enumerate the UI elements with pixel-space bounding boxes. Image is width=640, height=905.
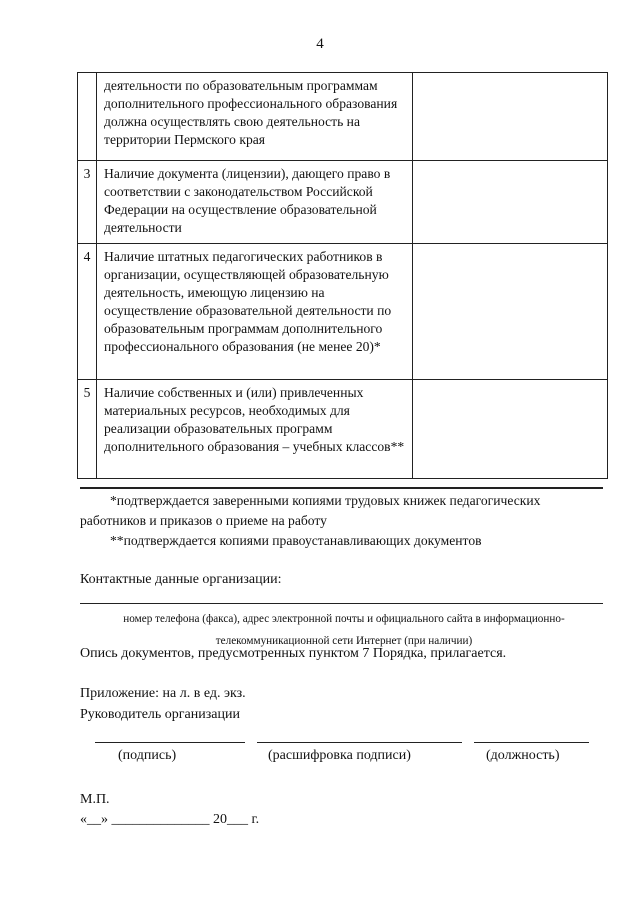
decoding-label: (расшифровка подписи)	[268, 748, 411, 763]
signature-line	[95, 742, 245, 743]
row-number	[78, 73, 97, 161]
contacts-hint: номер телефона (факса), адрес электронной почты и официального сайта в информационно-телекоммуникационной сети Интернет (при наличии)	[123, 613, 565, 647]
table-row	[78, 161, 608, 244]
row-text: Наличие штатных педагогических работников в организации, осуществляющей образовательную деятельность, имеющую лицензию на осуществление образовательной деятельности по образовательным программам дополнительного профессионального образования (не менее 20)*	[97, 244, 413, 380]
date-line: «__» ______________ 20___ г.	[80, 812, 260, 827]
appendix-line: Приложение: на л. в ед. экз.	[80, 686, 246, 701]
table-row	[78, 380, 608, 479]
page-number: 4	[316, 36, 324, 52]
row-number: 3	[78, 161, 97, 244]
footnote-resources: **подтверждается копиями правоустанавливающих документов	[110, 533, 482, 548]
position-label: (должность)	[486, 748, 560, 763]
row-text: Наличие документа (лицензии), дающего право в соответствии с законодательством Российской Федерации на осуществление образовательной деятельности	[97, 161, 413, 244]
decoding-line	[257, 742, 462, 743]
row-text: деятельности по образовательным программам дополнительного профессионального образования должна осуществлять свою деятельность на территории Пермского края	[97, 73, 413, 161]
row-text: Наличие собственных и (или) привлеченных материальных ресурсов, необходимых для реализации образовательных программ дополнительного образования – учебных классов**	[97, 380, 413, 479]
contacts-fill-line	[80, 603, 603, 604]
head-of-organization-label: Руководитель организации	[80, 707, 240, 722]
row-value-cell	[413, 73, 608, 161]
footnote-staff: *подтверждается заверенными копиями трудовых книжек педагогических работников и приказов о приеме на работу	[80, 493, 541, 528]
requirements-table	[77, 72, 608, 479]
divider	[80, 487, 603, 489]
row-number: 5	[78, 380, 97, 479]
table-row	[78, 73, 608, 161]
stamp-place: М.П.	[80, 792, 110, 807]
table-row	[78, 244, 608, 380]
row-value-cell	[413, 380, 608, 479]
row-number: 4	[78, 244, 97, 380]
inventory-statement: Опись документов, предусмотренных пунктом 7 Порядка, прилагается.	[80, 646, 507, 661]
position-line	[474, 742, 589, 743]
signature-label: (подпись)	[118, 748, 177, 763]
row-value-cell	[413, 244, 608, 380]
contacts-label: Контактные данные организации:	[80, 572, 282, 587]
row-value-cell	[413, 161, 608, 244]
